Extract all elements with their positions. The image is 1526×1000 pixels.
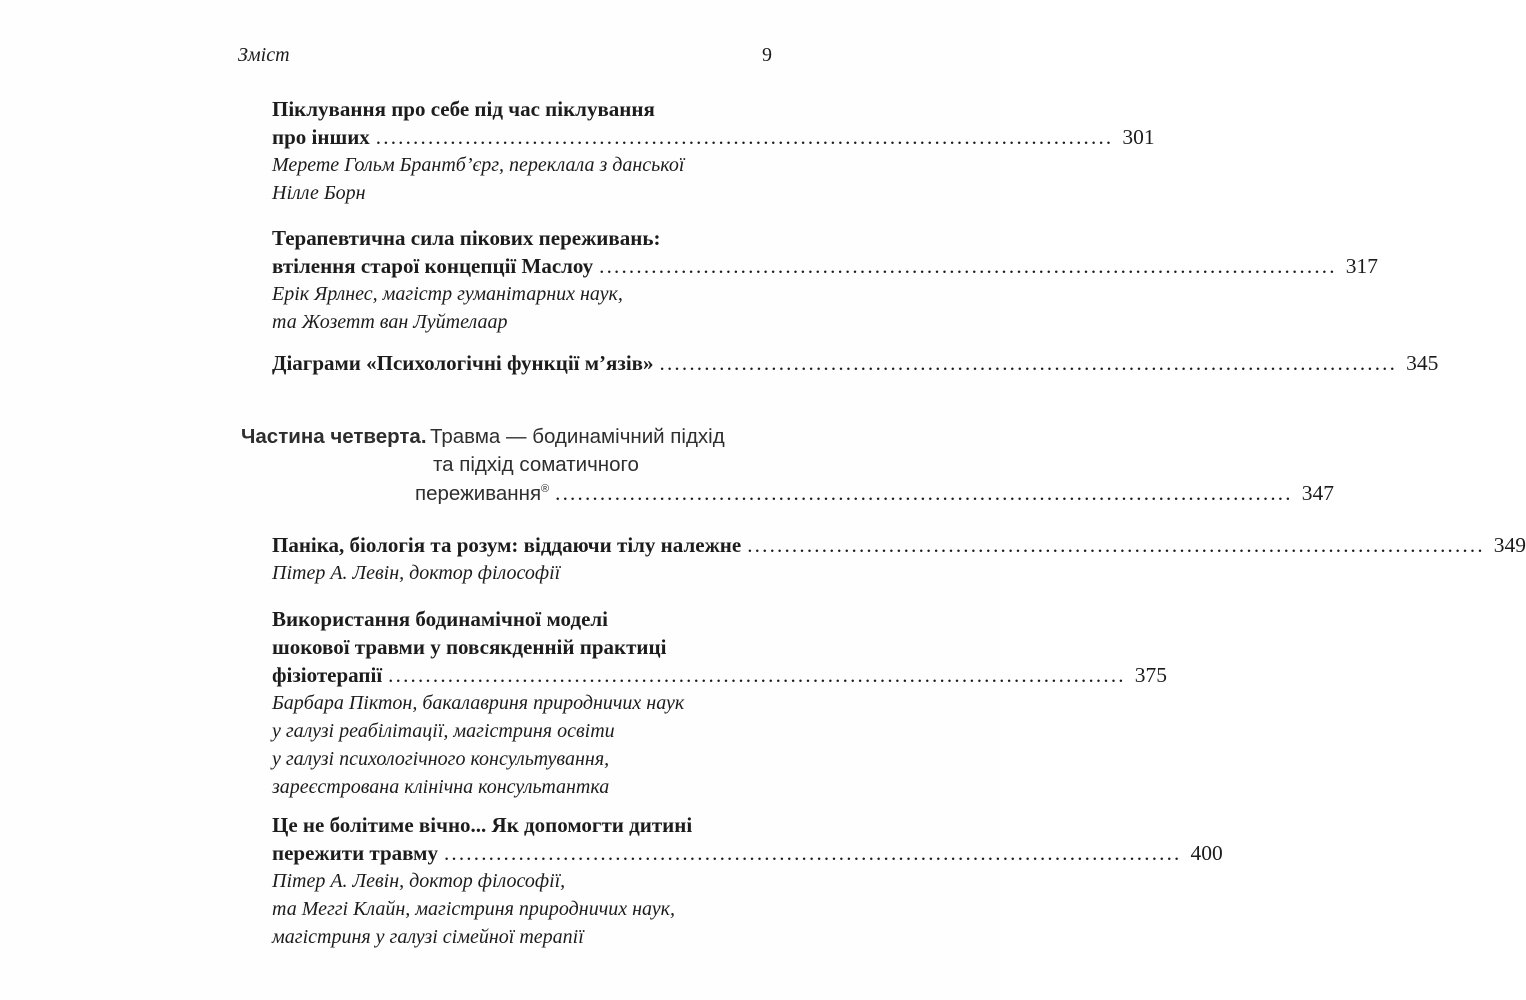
entry-author-line: та Меггі Клайн, магістриня природничих наук, <box>272 898 676 920</box>
entry-title-line: шокової травми у повсякденній практиці <box>272 635 667 659</box>
entry-title-text: фізіотерапії <box>272 663 383 687</box>
entry-title-line: Використання бодинамічної моделі <box>272 607 608 631</box>
entry-leader-line <box>272 661 1167 689</box>
entry-author-line: магістриня у галузі сімейної терапії <box>272 926 584 948</box>
entry-page-number: 301 <box>1122 125 1155 149</box>
toc-entry <box>272 224 1378 336</box>
entry-author-line: у галузі реабілітації, магістриня освіти <box>272 720 615 742</box>
entry-author-line: Нілле Борн <box>272 182 366 204</box>
entry-title-text: Діаграми «Психологічні функції м’язів» <box>272 351 654 375</box>
entry-leader-line <box>272 349 1439 377</box>
entry-title-line: Терапевтична сила пікових переживань: <box>272 226 661 250</box>
entry-leader-line <box>272 531 1526 559</box>
entry-author-line: Ерік Ярлнес, магістр гуманітарних наук, <box>272 283 623 305</box>
entry-author-line: Пітер А. Левін, доктор філософії, <box>272 870 566 892</box>
toc-entry <box>272 605 1167 801</box>
running-title: Зміст <box>238 44 290 66</box>
entry-page-number: 400 <box>1190 841 1223 865</box>
toc-entry <box>272 349 1439 377</box>
dots-leader <box>438 839 1182 867</box>
part-title-text: переживання® <box>415 482 550 505</box>
entry-page-number: 345 <box>1406 351 1439 375</box>
dots-leader <box>654 349 1398 377</box>
dots-leader <box>741 531 1485 559</box>
part-leader-line <box>415 479 1334 508</box>
entry-title-text: Паніка, біологія та розум: віддаючи тілу належне <box>272 533 742 557</box>
entry-title-text: втілення старої концепції Маслоу <box>272 254 594 278</box>
registered-mark: ® <box>541 483 550 496</box>
entry-leader-line <box>272 839 1223 867</box>
page-number: 9 <box>762 44 772 66</box>
part-title-line: та підхід соматичного <box>433 453 639 476</box>
entry-page-number: 375 <box>1134 663 1167 687</box>
part-heading <box>241 423 1334 508</box>
toc-entry <box>272 811 1223 951</box>
entry-leader-line <box>272 123 1155 151</box>
dots-leader <box>382 661 1126 689</box>
part-title <box>415 423 1334 508</box>
part-title-line: Травма — бодинамічний підхід <box>430 425 725 448</box>
toc-entry <box>272 95 1155 207</box>
part-page-number: 347 <box>1301 481 1334 505</box>
toc-entry <box>272 531 1526 587</box>
entry-author-line: Пітер А. Левін, доктор філософії <box>272 562 561 584</box>
entry-author-line: у галузі психологічного консультування, <box>272 748 610 770</box>
entry-author-line: та Жозетт ван Луйтелаар <box>272 311 508 333</box>
entry-title-line: Це не болітиме вічно... Як допомогти дитині <box>272 813 693 837</box>
entry-title-text: про інших <box>272 125 370 149</box>
entry-title-line: Піклування про себе під час піклування <box>272 97 655 121</box>
entry-author-line: зареєстрована клінічна консультантка <box>272 776 610 798</box>
entry-author-line: Мерете Гольм Брантб’єрг, переклала з данської <box>272 154 685 176</box>
dots-leader <box>593 252 1337 280</box>
entry-author-line: Барбара Піктон, бакалавриня природничих наук <box>272 692 685 714</box>
part-label: Частина четверта. <box>241 425 427 448</box>
dots-leader <box>370 123 1114 151</box>
page-header <box>238 41 788 69</box>
dots-leader <box>549 479 1293 507</box>
entry-title-text: пережити травму <box>272 841 438 865</box>
entry-page-number: 349 <box>1493 533 1526 557</box>
entry-leader-line <box>272 252 1378 280</box>
entry-page-number: 317 <box>1345 254 1378 278</box>
